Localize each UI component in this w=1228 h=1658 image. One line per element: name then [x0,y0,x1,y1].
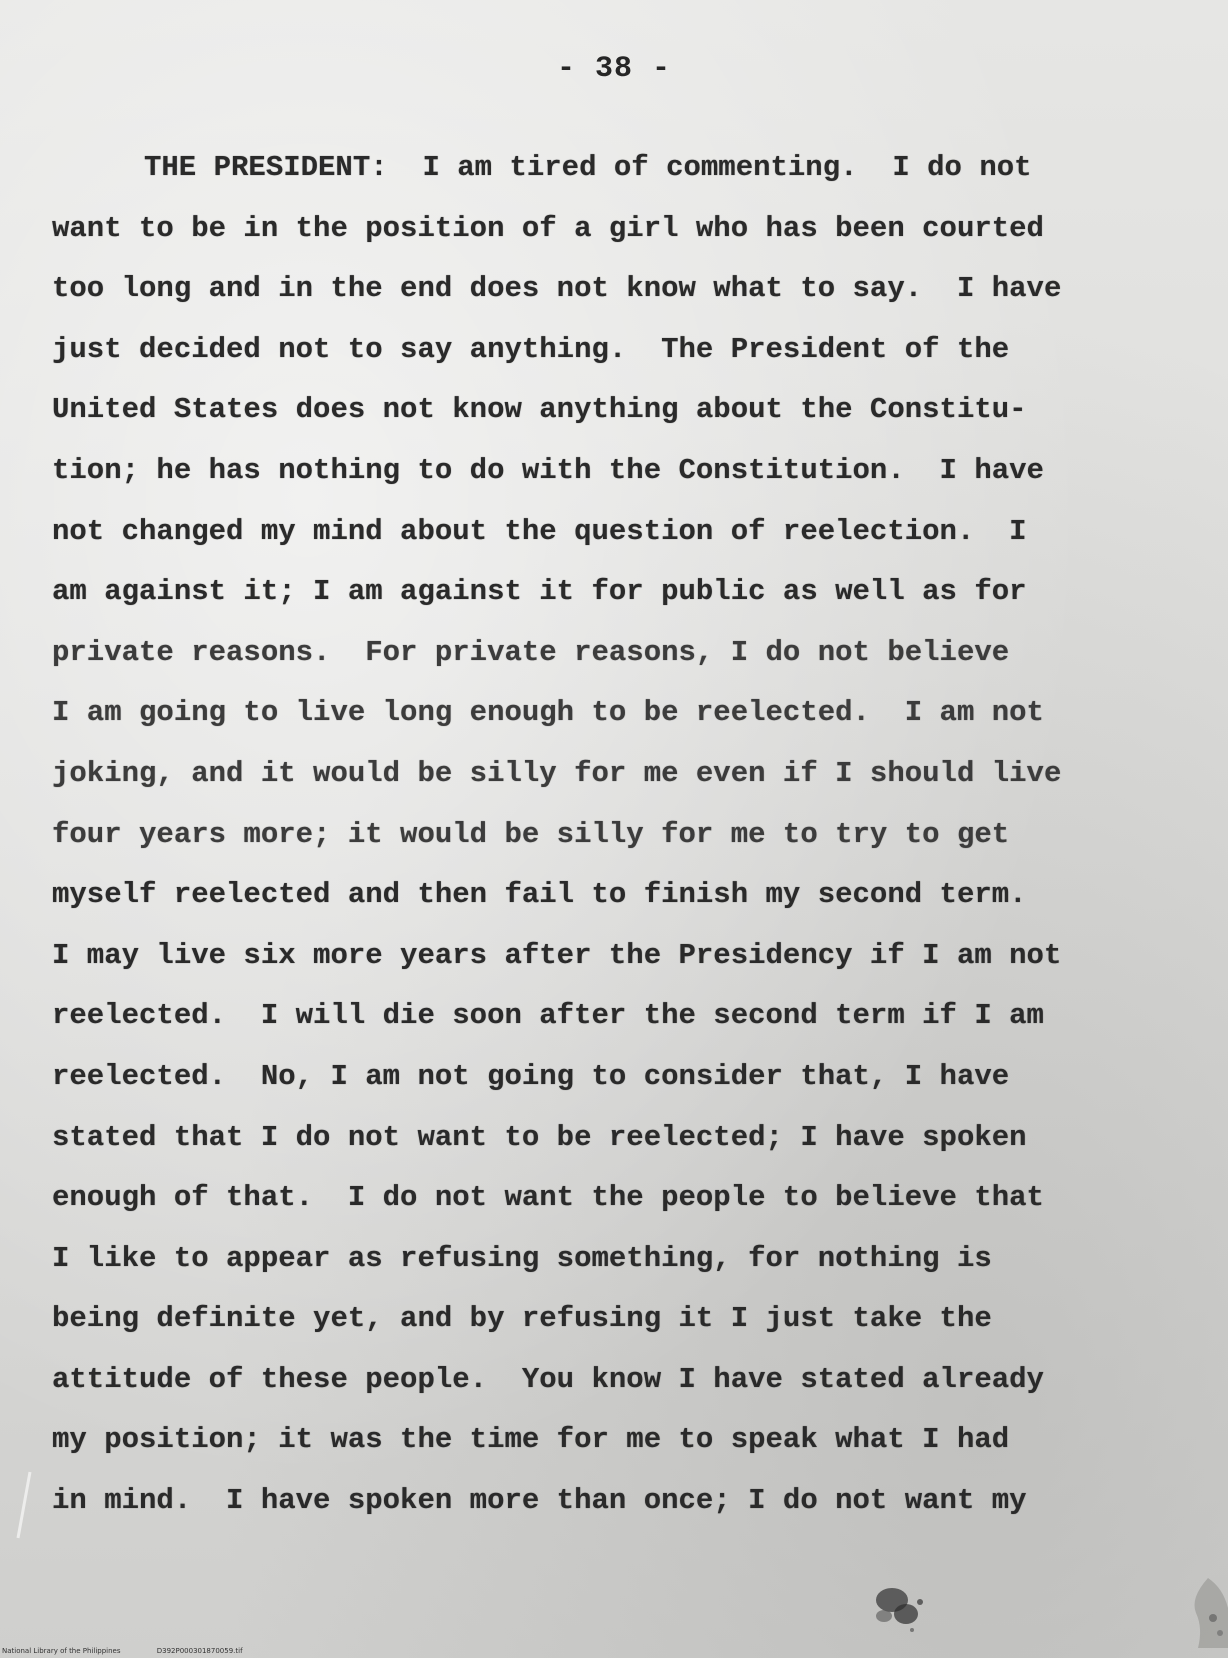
text-line: private reasons. For private reasons, I do not believe [52,635,1010,669]
text-line: I may live six more years after the Presidency if I am not [52,938,1062,972]
scratch-mark [14,1470,34,1540]
text-line: reelected. I will die soon after the second term if I am [52,999,1044,1033]
text-line: am against it; I am against it for public as well as for [52,575,1027,609]
page-number: - 38 - [556,52,672,86]
scan-footer [2,1646,277,1656]
transcript-paragraph [52,138,1192,1532]
footer-library: National Library of the Philippines [2,1647,121,1655]
text-line: United States does not know anything about the Constitu- [52,393,1027,427]
text-line: myself reelected and then fail to finish my second term. [52,878,1027,912]
text-line: in mind. I have spoken more than once; I do not want my [52,1484,1027,1518]
text-line: just decided not to say anything. The President of the [52,332,1010,366]
text-line: too long and in the end does not know what to say. I have [52,272,1062,306]
text-line: stated that I do not want to be reelected; I have spoken [52,1120,1027,1154]
ink-smudge [862,1580,932,1636]
text-line: I like to appear as refusing something, for nothing is [52,1241,992,1275]
text-line: attitude of these people. You know I have stated already [52,1362,1044,1396]
corner-stain [1168,1568,1228,1648]
text-line: enough of that. I do not want the people to believe that [52,1181,1044,1215]
text-line: not changed my mind about the question of reelection. I [52,514,1027,548]
text-line: joking, and it would be silly for me even if I should live [52,756,1062,790]
text-line: want to be in the position of a girl who has been courted [52,211,1044,245]
text-line: being definite yet, and by refusing it I just take the [52,1302,992,1336]
footer-filename: D392P000301870059.tif [156,1647,243,1655]
text-line: I am going to live long enough to be reelected. I am not [52,696,1044,730]
text-line: four years more; it would be silly for me to try to get [52,817,1010,851]
text-line: tion; he has nothing to do with the Constitution. I have [52,453,1044,487]
text-line: THE PRESIDENT: I am tired of commenting. I do not [144,151,1032,184]
text-line: my position; it was the time for me to speak what I had [52,1423,1010,1457]
text-line: reelected. No, I am not going to consider that, I have [52,1059,1010,1093]
